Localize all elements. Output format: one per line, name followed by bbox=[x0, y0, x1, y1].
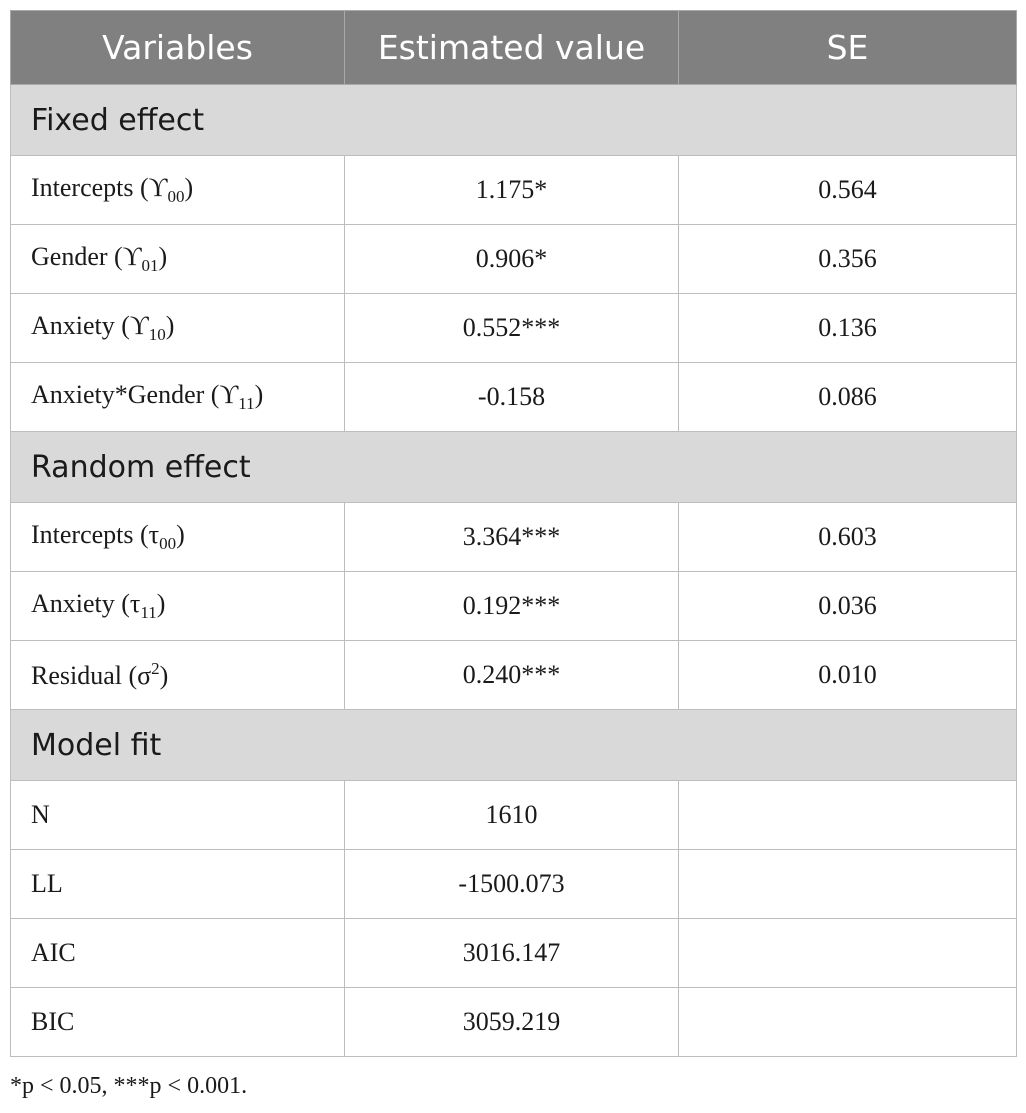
table-row bbox=[11, 156, 1017, 225]
header-variables: Variables bbox=[11, 11, 345, 85]
table-row bbox=[11, 781, 1017, 850]
section-title: Model fit bbox=[11, 710, 1017, 781]
variable-cell: BIC bbox=[11, 988, 345, 1057]
table-row bbox=[11, 503, 1017, 572]
table-row bbox=[11, 919, 1017, 988]
table-row bbox=[11, 572, 1017, 641]
estimate-cell: 0.552*** bbox=[345, 294, 679, 363]
estimate-cell: 3.364*** bbox=[345, 503, 679, 572]
estimate-cell: 1610 bbox=[345, 781, 679, 850]
header-se: SE bbox=[679, 11, 1017, 85]
estimate-cell: 0.240*** bbox=[345, 641, 679, 710]
header-row bbox=[11, 11, 1017, 85]
table-row bbox=[11, 850, 1017, 919]
estimate-cell: 0.906* bbox=[345, 225, 679, 294]
se-cell: 0.564 bbox=[679, 156, 1017, 225]
variable-cell: Anxiety*Gender $(ϒ_{11})$ bbox=[11, 363, 345, 432]
results-table bbox=[10, 10, 1017, 1057]
section-model-fit bbox=[11, 710, 1017, 781]
variable-cell: Anxiety $(ϒ_{10})$ bbox=[11, 294, 345, 363]
section-fixed-effect bbox=[11, 85, 1017, 156]
variable-cell: Gender $(ϒ_{01})$ bbox=[11, 225, 345, 294]
table-row bbox=[11, 294, 1017, 363]
se-cell bbox=[679, 781, 1017, 850]
se-cell: 0.036 bbox=[679, 572, 1017, 641]
variable-cell: Intercepts $(\tau_{00})$ bbox=[11, 503, 345, 572]
table-footnote: *p < 0.05, ***p < 0.001. bbox=[10, 1073, 248, 1099]
table-row bbox=[11, 225, 1017, 294]
estimate-cell: -1500.073 bbox=[345, 850, 679, 919]
se-cell: 0.136 bbox=[679, 294, 1017, 363]
se-cell bbox=[679, 850, 1017, 919]
section-random-effect bbox=[11, 432, 1017, 503]
se-cell: 0.603 bbox=[679, 503, 1017, 572]
variable-cell: N bbox=[11, 781, 345, 850]
section-title: Random effect bbox=[11, 432, 1017, 503]
table-row bbox=[11, 363, 1017, 432]
estimate-cell: 1.175* bbox=[345, 156, 679, 225]
variable-cell: Residual $(\sigma^2)$ bbox=[11, 641, 345, 710]
se-cell: 0.010 bbox=[679, 641, 1017, 710]
estimate-cell: 3016.147 bbox=[345, 919, 679, 988]
variable-cell: Intercepts $(ϒ_{00})$ bbox=[11, 156, 345, 225]
estimate-cell: 3059.219 bbox=[345, 988, 679, 1057]
se-cell: 0.086 bbox=[679, 363, 1017, 432]
se-cell bbox=[679, 988, 1017, 1057]
variable-cell: LL bbox=[11, 850, 345, 919]
estimate-cell: -0.158 bbox=[345, 363, 679, 432]
table-row bbox=[11, 641, 1017, 710]
se-cell bbox=[679, 919, 1017, 988]
header-estimated-value: Estimated value bbox=[345, 11, 679, 85]
section-title: Fixed effect bbox=[11, 85, 1017, 156]
variable-cell: AIC bbox=[11, 919, 345, 988]
variable-cell: Anxiety $(\tau_{11})$ bbox=[11, 572, 345, 641]
table-row bbox=[11, 988, 1017, 1057]
estimate-cell: 0.192*** bbox=[345, 572, 679, 641]
se-cell: 0.356 bbox=[679, 225, 1017, 294]
